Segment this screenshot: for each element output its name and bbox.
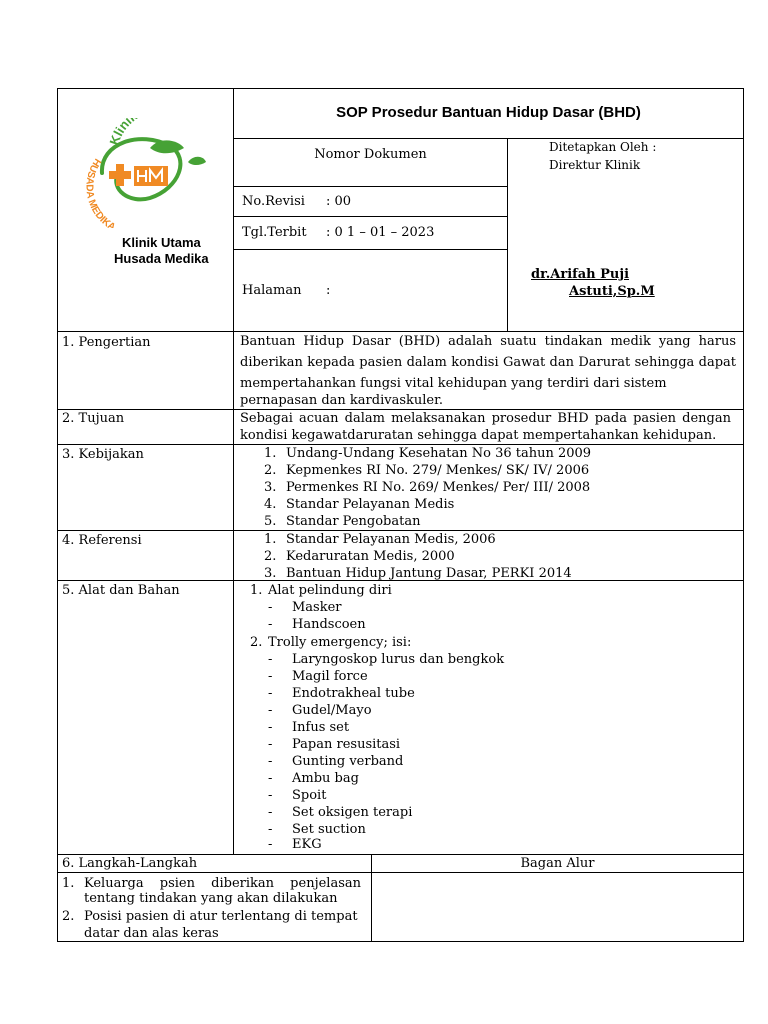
logo-cross-h [109,171,131,179]
alat-group-1-title: Alat pelindung diri [268,583,392,598]
no-revisi-label: No.Revisi [242,194,305,209]
list-item: - Gudel/Mayo [268,703,372,718]
alat-group-2-list [268,651,504,852]
list-item: 4. Standar Pelayanan Medis [264,497,455,512]
halaman-value: : [326,283,331,298]
list-item: - Endotrakheal tube [268,686,415,701]
direktur-klinik: Direktur Klinik [549,158,641,172]
list-item: - Gunting verband [268,754,404,769]
pengertian-line-4: pernapasan dan kardivaskuler. [240,393,444,408]
list-item: 5. Standar Pengobatan [264,514,421,529]
step-1-line-1: Keluarga psien diberikan penjelasan [84,876,361,891]
tujuan-line-2: kondisi kegawatdaruratan sehingga dapat mempertahankan kehidupan. [240,428,717,443]
bagan-alur-label: Bagan Alur [520,856,595,871]
step-1-num: 1. [62,876,75,891]
list-item: - Masker [268,600,342,615]
logo-arc-text: Klini [106,118,135,147]
list-item: 2. Kedaruratan Medis, 2000 [264,549,455,564]
alat-group-1-num: 1. [250,583,263,598]
list-item: - Handscoen [268,617,366,632]
step-2-line-2: datar dan alas keras [84,926,219,941]
tgl-terbit-value: : 0 1 – 01 – 2023 [326,225,435,240]
referensi-list [264,531,572,582]
alat-group-1-list [268,599,366,633]
list-item: - Set suction [268,822,366,837]
tgl-terbit-label: Tgl.Terbit [242,225,307,240]
no-revisi-value: : 00 [326,194,352,209]
list-item: 3. Bantuan Hidup Jantung Dasar, PERKI 2014 [264,566,572,581]
list-item: - Spoit [268,788,327,803]
section-label-alat: 5. Alat dan Bahan [62,583,180,598]
pengertian-line-3: mempertahankan fungsi vital kehidupan yang terdiri dari sistem [240,376,667,391]
list-item: 1. Standar Pelayanan Medis, 2006 [264,532,496,547]
alat-group-2-title: Trolly emergency; isi: [268,635,412,650]
list-item: - Set oksigen terapi [268,805,413,820]
list-item: - Infus set [268,720,350,735]
step-2-line-1: Posisi pasien di atur terlentang di tempat [84,909,358,924]
pengertian-line-1: Bantuan Hidup Dasar (BHD) adalah suatu tindakan medik yang harus [240,334,736,349]
list-item: 3. Permenkes RI No. 269/ Menkes/ Per/ III/ 2008 [264,480,591,495]
logo-side-text: HUSADA MEDIKA [83,156,118,228]
nomor-dokumen-label: Nomor Dokumen [314,147,427,162]
ditetapkan-oleh: Ditetapkan Oleh : [549,140,657,154]
signer-name-line2: Astuti,Sp.M [569,284,655,299]
kebijakan-list [264,445,591,530]
clinic-name-line2: Husada Medika [114,251,209,266]
alat-group-2-num: 2. [250,635,263,650]
halaman-label: Halaman [242,283,302,298]
list-item: - Ambu bag [268,771,359,786]
list-item: - Magil force [268,669,368,684]
list-item: 2. Kepmenkes RI No. 279/ Menkes/ SK/ IV/ 2006 [264,463,590,478]
list-item: 1. Undang-Undang Kesehatan No 36 tahun 2009 [264,446,592,461]
list-item: - EKG [268,837,322,852]
clinic-name-line1: Klinik Utama [122,235,201,250]
clinic-logo [80,118,220,228]
step-1-line-2: tentang tindakan yang akan dilakukan [84,891,338,906]
section-label-kebijakan: 3. Kebijakan [62,447,144,462]
signer-name-line1: dr.Arifah Puji [531,267,630,282]
list-item: - Laryngoskop lurus dan bengkok [268,652,505,667]
list-item: - Papan resusitasi [268,737,401,752]
step-2-num: 2. [62,909,75,924]
section-label-tujuan: 2. Tujuan [62,411,125,426]
page-title: SOP Prosedur Bantuan Hidup Dasar (BHD) [336,104,641,121]
logo-leaf-small [188,157,206,165]
section-label-referensi: 4. Referensi [62,533,142,548]
section-label-langkah: 6. Langkah-Langkah [62,856,198,871]
section-label-pengertian: 1. Pengertian [62,335,151,350]
pengertian-line-2: diberikan kepada pasien dalam kondisi Gawat dan Darurat sehingga dapat [240,355,736,370]
tujuan-line-1: Sebagai acuan dalam melaksanakan prosedur BHD pada pasien dengan [240,411,731,426]
